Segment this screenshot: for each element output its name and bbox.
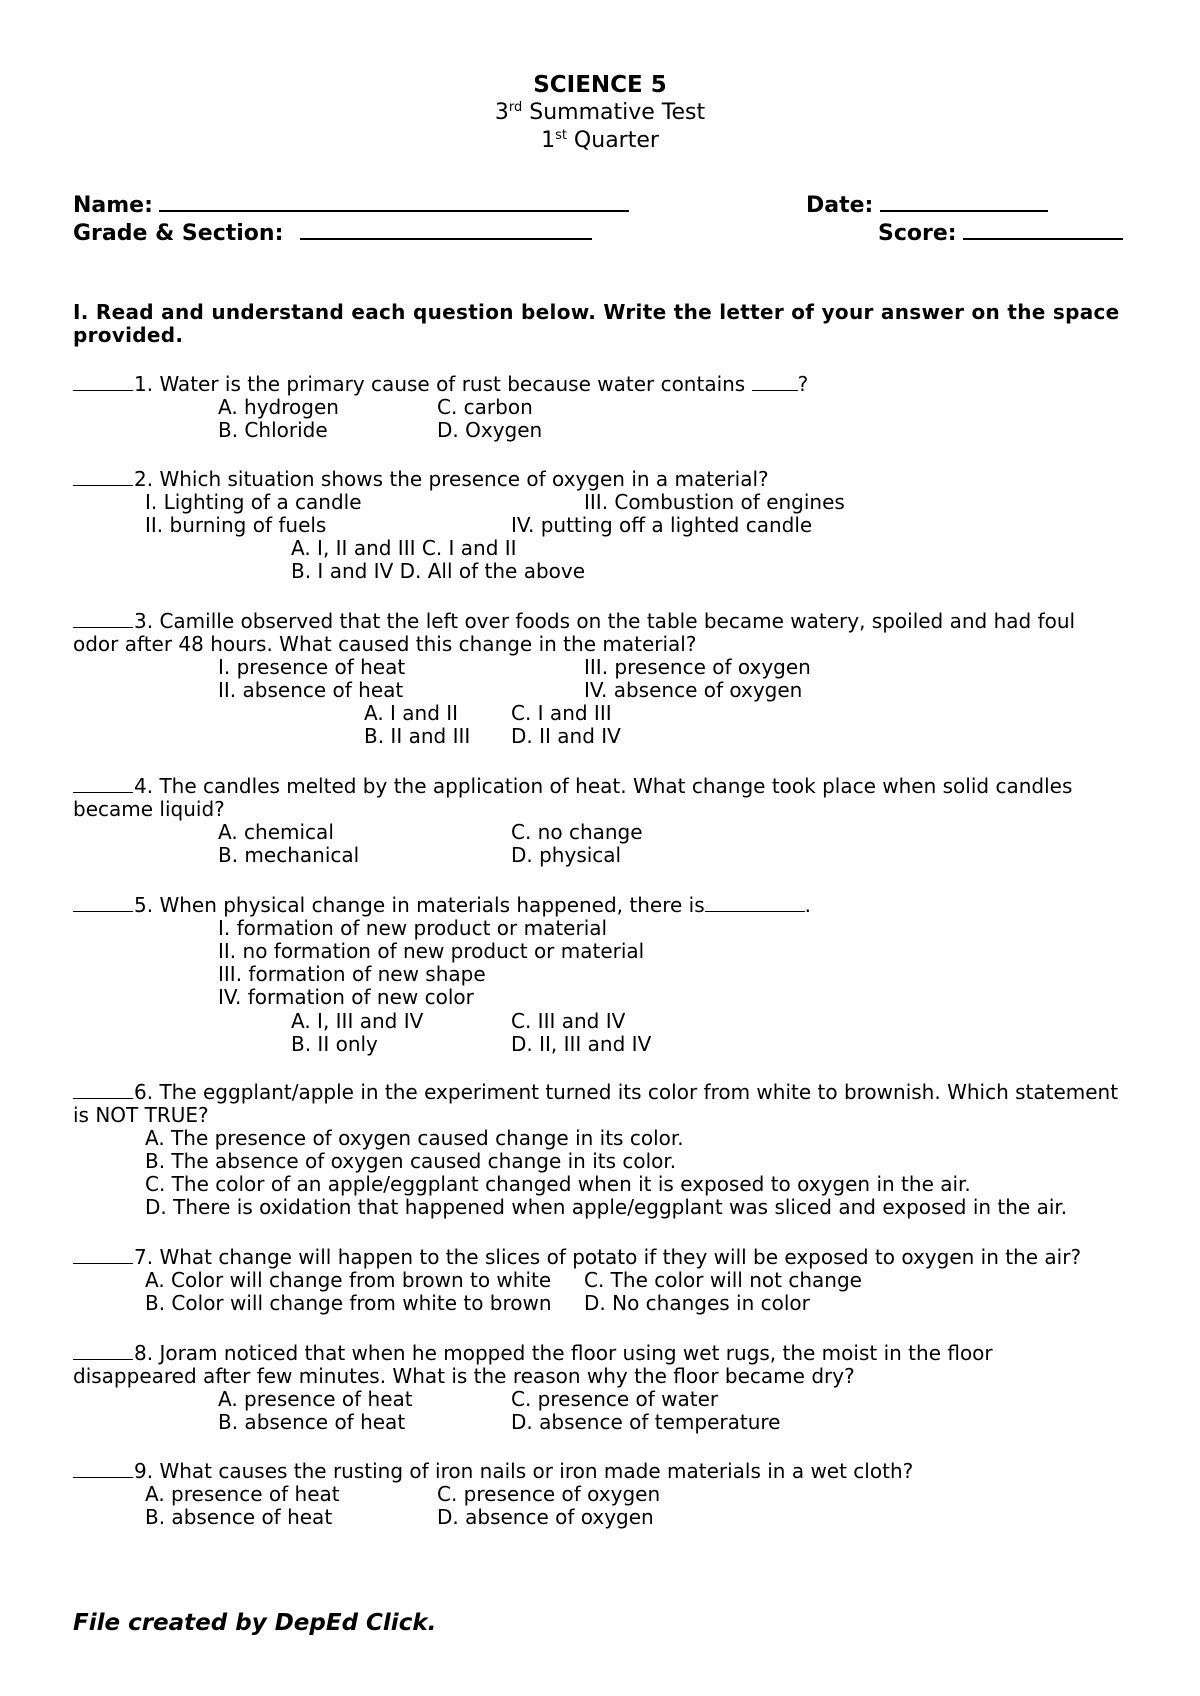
q2-choices-2: B. I and IV D. All of the above bbox=[291, 559, 586, 583]
footer-credit: File created by DepEd Click. bbox=[73, 1610, 437, 1636]
question-2 bbox=[73, 469, 769, 489]
q6-option-a: A. The presence of oxygen caused change in its color. bbox=[145, 1126, 684, 1150]
q7-option-c: C. The color will not change bbox=[584, 1268, 862, 1292]
score-label: Score: bbox=[878, 221, 957, 246]
question-5-blank bbox=[705, 895, 805, 912]
question-9 bbox=[73, 1461, 913, 1481]
test-ordinal-num: 3 bbox=[494, 100, 509, 125]
q3-item-1: I. presence of heat bbox=[218, 655, 406, 679]
q4-option-c: C. no change bbox=[511, 820, 643, 844]
answer-blank-7[interactable] bbox=[73, 1247, 133, 1264]
score-line[interactable] bbox=[963, 218, 1123, 240]
q3-item-3: III. presence of oxygen bbox=[584, 655, 811, 679]
quarter-name: Quarter bbox=[566, 128, 659, 153]
q4-option-b: B. mechanical bbox=[218, 843, 360, 867]
q9-option-d: D. absence of oxygen bbox=[437, 1505, 654, 1529]
answer-blank-4[interactable] bbox=[73, 776, 133, 793]
q3-item-4: IV. absence of oxygen bbox=[584, 678, 803, 702]
grade-section-line[interactable] bbox=[300, 218, 592, 240]
q5-option-d: D. II, III and IV bbox=[511, 1032, 652, 1056]
q8-option-d: D. absence of temperature bbox=[511, 1410, 781, 1434]
question-5 bbox=[73, 895, 811, 915]
question-6 bbox=[73, 1082, 1118, 1102]
q4-option-a: A. chemical bbox=[218, 820, 334, 844]
q9-option-b: B. absence of heat bbox=[145, 1505, 333, 1529]
question-2-text: 2. Which situation shows the presence of oxygen in a material? bbox=[134, 467, 769, 491]
q2-choices-1: A. I, II and III C. I and II bbox=[291, 536, 517, 560]
q5-item-4: IV. formation of new color bbox=[218, 985, 474, 1009]
question-1 bbox=[73, 374, 808, 394]
q3-option-c: C. I and III bbox=[511, 701, 612, 725]
q5-item-1: I. formation of new product or material bbox=[218, 916, 608, 940]
answer-blank-8[interactable] bbox=[73, 1343, 133, 1360]
question-8 bbox=[73, 1343, 993, 1363]
question-1-end: ? bbox=[797, 372, 809, 396]
q1-option-a: A. hydrogen bbox=[218, 395, 339, 419]
q7-option-a: A. Color will change from brown to white bbox=[145, 1268, 552, 1292]
q1-option-d: D. Oxygen bbox=[437, 418, 543, 442]
q4-option-d: D. physical bbox=[511, 843, 622, 867]
q2-item-3: III. Combustion of engines bbox=[584, 490, 845, 514]
question-5-text: 5. When physical change in materials happened, there is bbox=[134, 893, 705, 917]
name-line[interactable] bbox=[159, 190, 629, 212]
question-7-text: 7. What change will happen to the slices of potato if they will be exposed to oxygen in the air? bbox=[134, 1245, 1082, 1269]
question-4-text: 4. The candles melted by the application of heat. What change took place when solid candles bbox=[134, 774, 1073, 798]
date-label: Date: bbox=[806, 193, 874, 218]
question-8-text: 8. Joram noticed that when he mopped the floor using wet rugs, the moist in the floor bbox=[134, 1341, 993, 1365]
q1-option-b: B. Chloride bbox=[218, 418, 328, 442]
test-ordinal-suffix: rd bbox=[508, 100, 523, 115]
date-field[interactable] bbox=[806, 190, 1048, 217]
question-9-text: 9. What causes the rusting of iron nails or iron made materials in a wet cloth? bbox=[134, 1459, 914, 1483]
instructions: I. Read and understand each question below. Write the letter of your answer on the space provided. bbox=[73, 300, 1120, 347]
q7-option-b: B. Color will change from white to brown bbox=[145, 1291, 552, 1315]
q6-option-b: B. The absence of oxygen caused change in its color. bbox=[145, 1149, 677, 1173]
q7-option-d: D. No changes in color bbox=[584, 1291, 810, 1315]
q3-option-a: A. I and II bbox=[364, 701, 459, 725]
q3-item-2: II. absence of heat bbox=[218, 678, 404, 702]
score-field[interactable] bbox=[878, 218, 1123, 245]
q6-option-c: C. The color of an apple/eggplant changed when it is exposed to oxygen in the air. bbox=[145, 1172, 971, 1196]
test-subtitle bbox=[0, 102, 1200, 124]
q5-item-2: II. no formation of new product or material bbox=[218, 939, 645, 963]
q3-option-b: B. II and III bbox=[364, 724, 471, 748]
q8-option-a: A. presence of heat bbox=[218, 1387, 413, 1411]
q3-option-d: D. II and IV bbox=[511, 724, 621, 748]
answer-blank-3[interactable] bbox=[73, 611, 133, 628]
q5-option-c: C. III and IV bbox=[511, 1009, 626, 1033]
test-name: Summative Test bbox=[522, 100, 706, 125]
quarter-subtitle bbox=[0, 130, 1200, 152]
question-4 bbox=[73, 776, 1072, 796]
question-5-end: . bbox=[804, 893, 812, 917]
question-6-cont: is NOT TRUE? bbox=[73, 1103, 209, 1127]
question-3 bbox=[73, 611, 1075, 631]
q8-option-c: C. presence of water bbox=[511, 1387, 719, 1411]
name-field[interactable] bbox=[73, 190, 629, 217]
q2-item-2: II. burning of fuels bbox=[145, 513, 327, 537]
question-8-cont: disappeared after few minutes. What is the reason why the floor became dry? bbox=[73, 1364, 855, 1388]
q1-option-c: C. carbon bbox=[437, 395, 533, 419]
q9-option-a: A. presence of heat bbox=[145, 1482, 340, 1506]
question-3-cont: odor after 48 hours. What caused this change in the material? bbox=[73, 632, 697, 656]
question-4-cont: became liquid? bbox=[73, 797, 225, 821]
q2-item-4: IV. putting off a lighted candle bbox=[511, 513, 813, 537]
question-1-blank bbox=[752, 374, 798, 391]
grade-section-label: Grade & Section: bbox=[73, 221, 284, 246]
quarter-num: 1 bbox=[541, 128, 556, 153]
q5-item-3: III. formation of new shape bbox=[218, 962, 486, 986]
q6-option-d: D. There is oxidation that happened when apple/eggplant was sliced and exposed in the air. bbox=[145, 1195, 1068, 1219]
answer-blank-2[interactable] bbox=[73, 469, 133, 486]
q5-option-b: B. II only bbox=[291, 1032, 378, 1056]
question-3-text: 3. Camille observed that the left over foods on the table became watery, spoiled and had foul bbox=[134, 609, 1076, 633]
q5-option-a: A. I, III and IV bbox=[291, 1009, 424, 1033]
answer-blank-1[interactable] bbox=[73, 374, 133, 391]
name-label: Name: bbox=[73, 193, 153, 218]
question-7 bbox=[73, 1247, 1081, 1267]
question-1-text: 1. Water is the primary cause of rust because water contains bbox=[134, 372, 752, 396]
grade-section-field[interactable] bbox=[73, 218, 592, 245]
quarter-suffix: st bbox=[555, 128, 567, 143]
question-6-text: 6. The eggplant/apple in the experiment turned its color from white to brownish. Which statement bbox=[134, 1080, 1119, 1104]
q2-item-1: I. Lighting of a candle bbox=[145, 490, 362, 514]
page-title: SCIENCE 5 bbox=[533, 72, 667, 98]
date-line[interactable] bbox=[880, 190, 1048, 212]
q9-option-c: C. presence of oxygen bbox=[437, 1482, 661, 1506]
q8-option-b: B. absence of heat bbox=[218, 1410, 406, 1434]
answer-blank-5[interactable] bbox=[73, 895, 133, 912]
answer-blank-9[interactable] bbox=[73, 1461, 133, 1478]
answer-blank-6[interactable] bbox=[73, 1082, 133, 1099]
